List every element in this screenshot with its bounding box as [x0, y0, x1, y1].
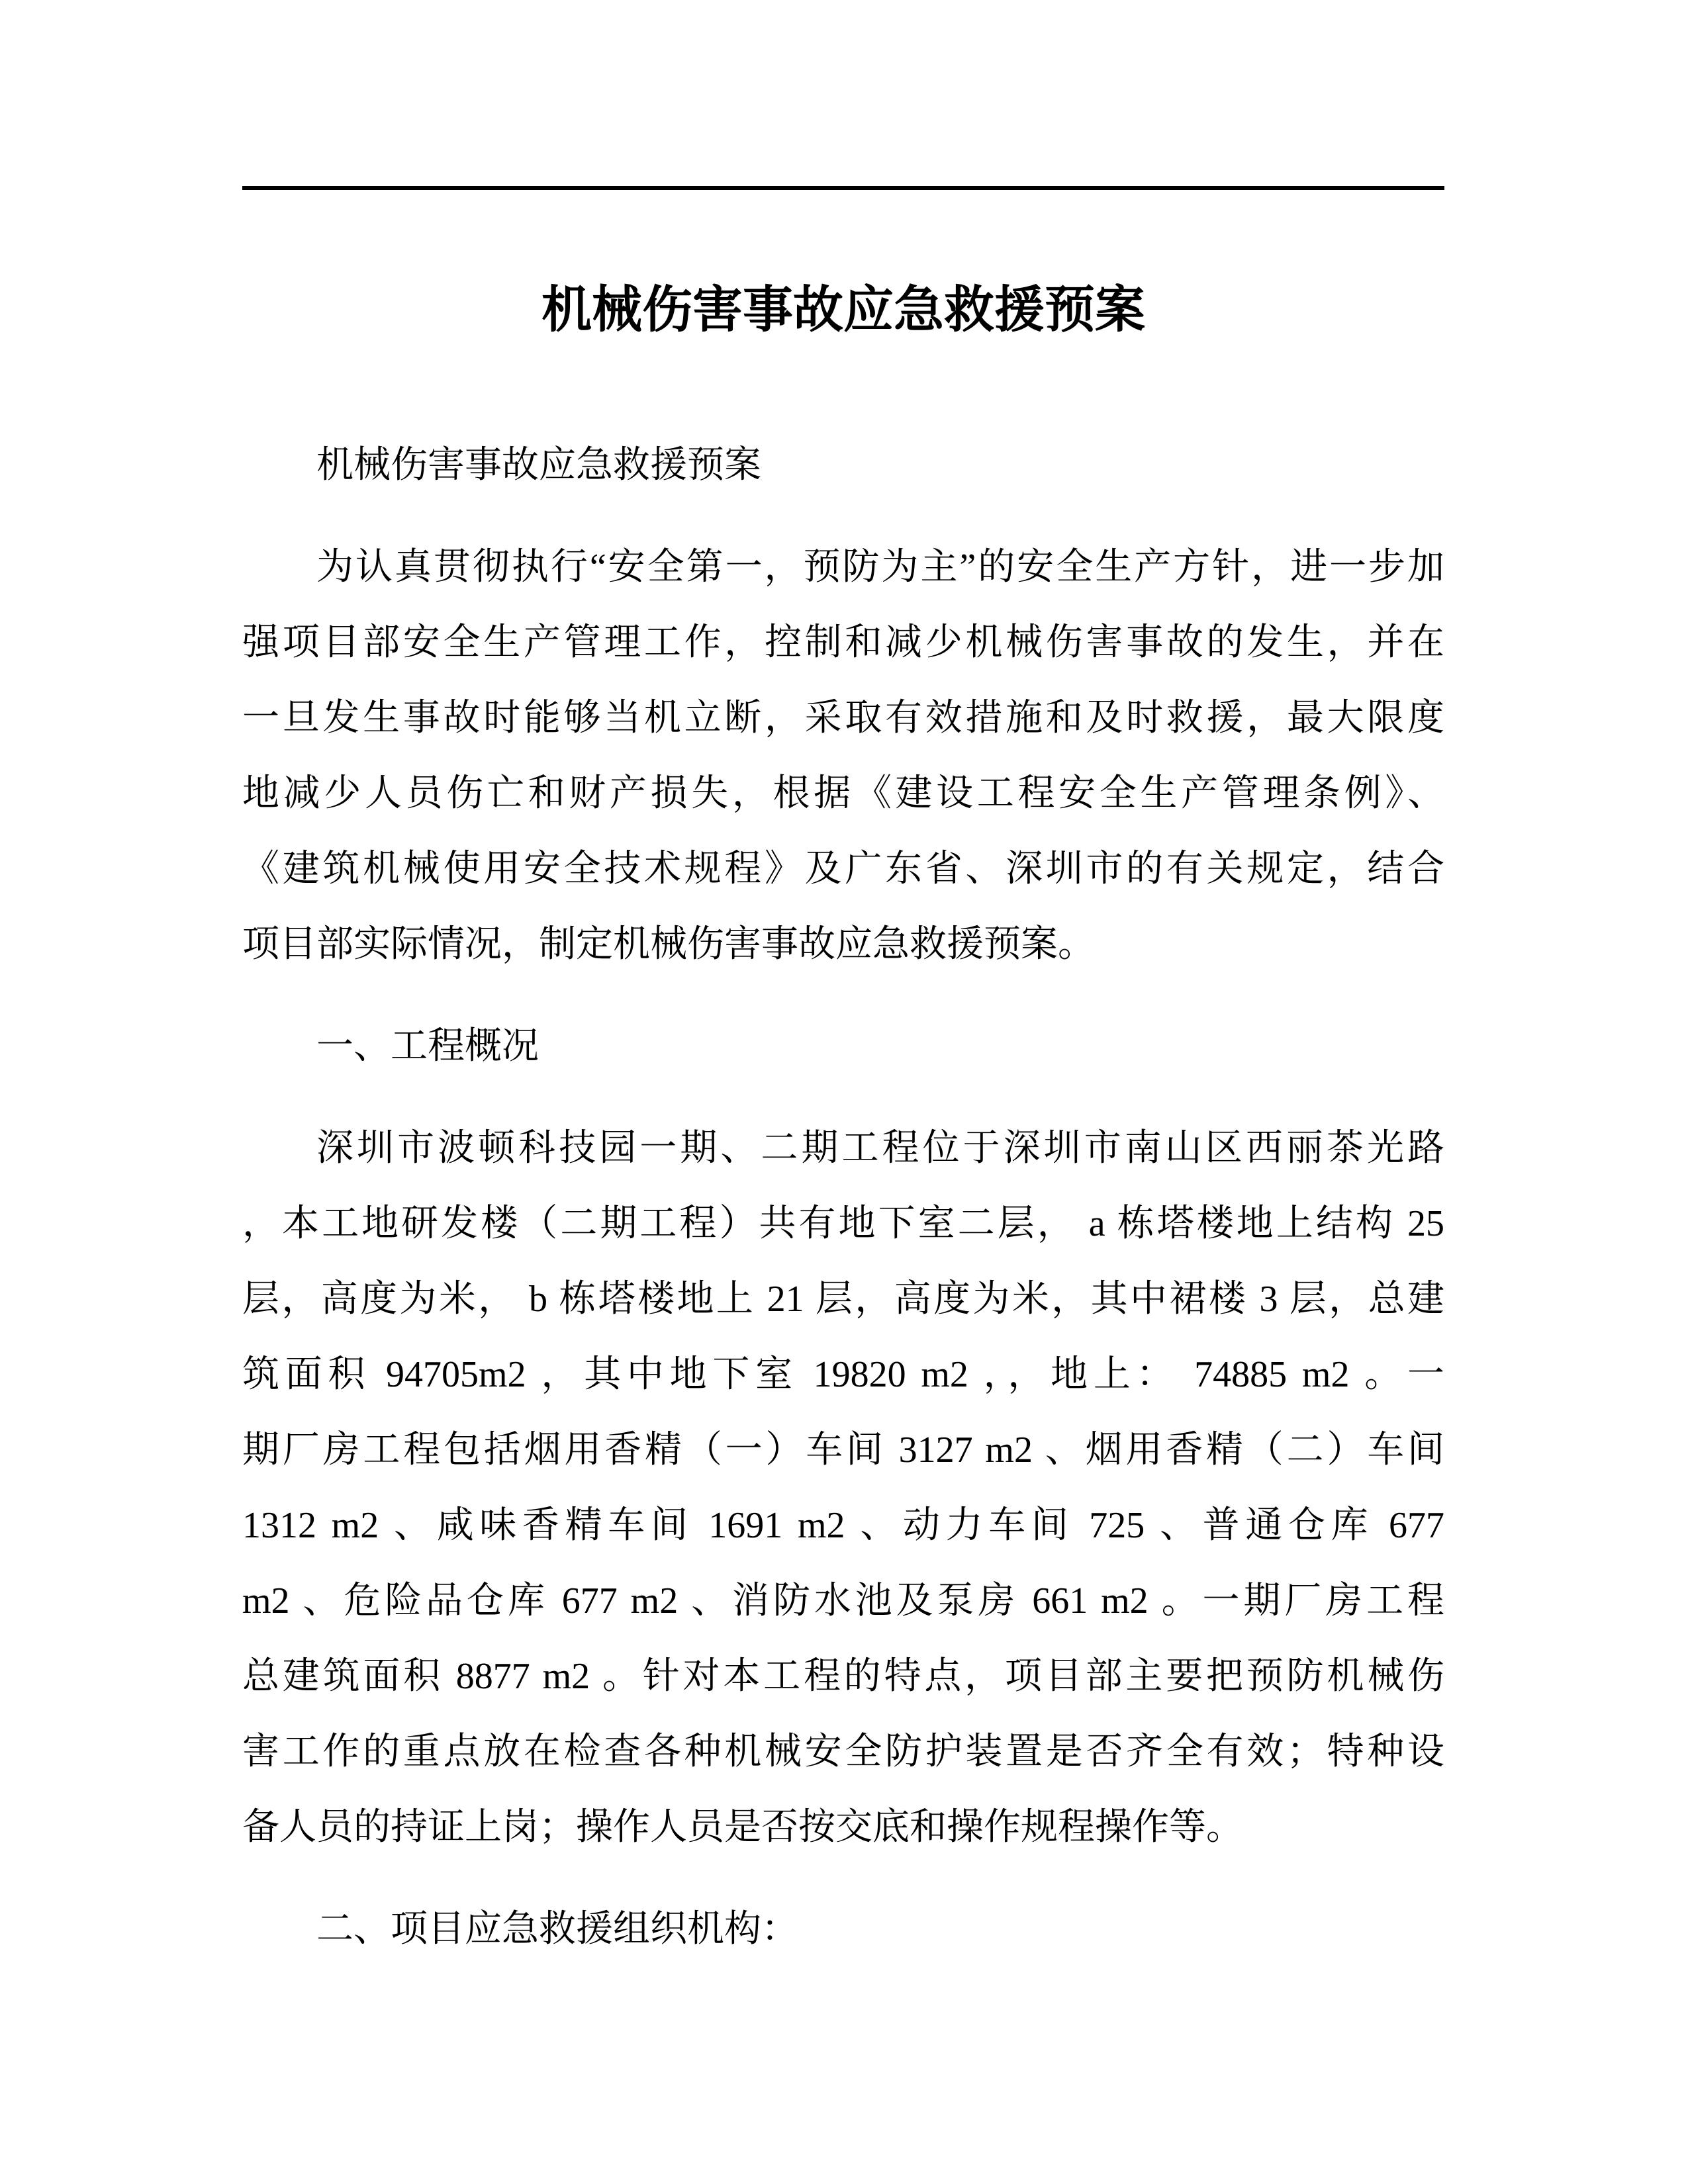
text-line: 深圳市波顿科技园一期、二期工程位于深圳市南山区西丽茶光路: [316, 1128, 1444, 1169]
section-heading: [242, 1891, 1444, 1967]
text-line: 备人员的持证上岗；操作人员是否按交底和操作规程操作等。: [242, 1807, 1243, 1848]
text-line: 筑面积 94705m2 ，其中地下室 19820 m2 ，，地上： 74885 m2 。一: [242, 1354, 1444, 1395]
text-line: 害工作的重点放在检查各种机械安全防护装置是否齐全有效；特种设: [242, 1731, 1444, 1772]
text-line: 1312 m2 、咸味香精车间 1691 m2 、动力车间 725 、普通仓库 677: [242, 1505, 1444, 1546]
document-title: 机械伤害事故应急救援预案: [541, 283, 1145, 338]
text-line: 期厂房工程包括烟用香精（一）车间 3127 m2 、烟用香精（二）车间: [242, 1430, 1444, 1471]
section-heading: [242, 1009, 1444, 1084]
text-line: ，本工地研发楼（二期工程）共有地下室二层， a 栋塔楼地上结构 25: [242, 1203, 1444, 1244]
text-line: 一旦发生事故时能够当机立断，采取有效措施和及时救援，最大限度: [242, 698, 1444, 739]
paragraph: [242, 1111, 1444, 1865]
header-rule: [242, 186, 1444, 190]
text-line: 为认真贯彻执行“安全第一，预防为主”的安全生产方针，进一步加: [316, 547, 1444, 588]
paragraph: [242, 529, 1444, 982]
text-line: 一、工程概况: [316, 1026, 539, 1067]
text-line: 项目部实际情况，制定机械伤害事故应急救援预案。: [242, 924, 1095, 965]
text-line: 机械伤害事故应急救援预案: [316, 445, 761, 486]
text-line: 层，高度为米， b 栋塔楼地上 21 层，高度为米，其中裙楼 3 层，总建: [242, 1279, 1444, 1320]
text-line: 总建筑面积 8877 m2 。针对本工程的特点，项目部主要把预防机械伤: [242, 1656, 1444, 1697]
text-line: 二、项目应急救援组织机构：: [316, 1909, 798, 1950]
document-body: [242, 428, 1444, 1993]
text-line: 地减少人员伤亡和财产损失，根据《建设工程安全生产管理条例》、: [242, 773, 1444, 814]
text-line: 《建筑机械使用安全技术规程》及广东省、深圳市的有关规定，结合: [242, 848, 1444, 889]
text-line: m2 、危险品仓库 677 m2 、消防水池及泵房 661 m2 。一期厂房工程: [242, 1580, 1444, 1621]
paragraph: [242, 428, 1444, 503]
text-line: 强项目部安全生产管理工作，控制和减少机械伤害事故的发生，并在: [242, 622, 1444, 663]
